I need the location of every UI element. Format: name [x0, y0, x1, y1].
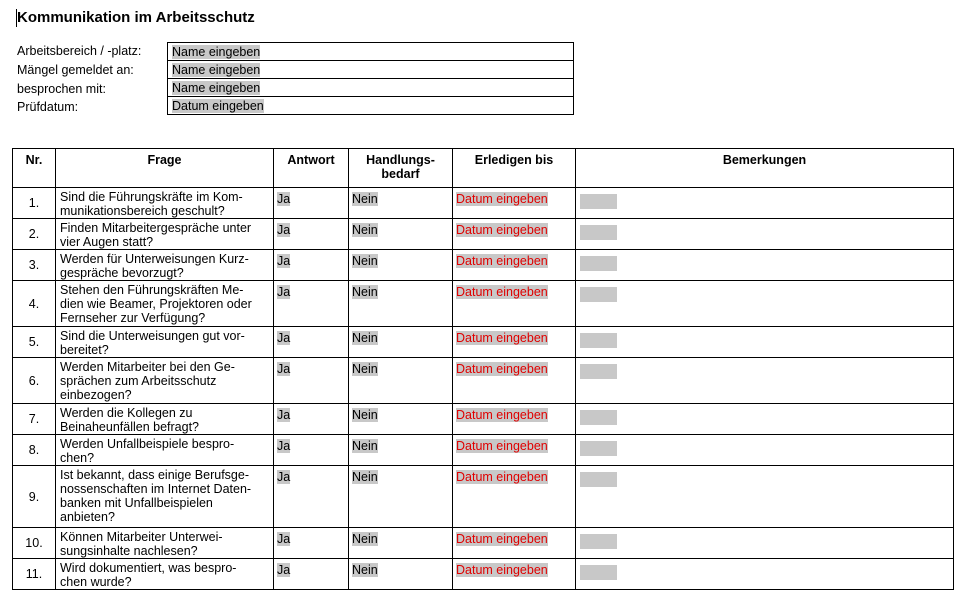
header-row	[13, 149, 954, 188]
due-date-cell[interactable]	[453, 466, 576, 528]
remarks-cell[interactable]	[576, 466, 954, 528]
remarks-cell[interactable]	[576, 435, 954, 466]
answer-field[interactable]: Ja	[277, 532, 291, 546]
question-text: Wird dokumentiert, was bespro- chen wurde?	[56, 559, 274, 590]
action-needed-field[interactable]: Nein	[352, 254, 378, 268]
row-number: 11.	[13, 559, 56, 590]
due-date-cell[interactable]	[453, 358, 576, 404]
due-date-field[interactable]: Datum eingeben	[456, 331, 548, 345]
remarks-cell[interactable]	[576, 404, 954, 435]
action-needed-field[interactable]: Nein	[352, 362, 378, 376]
answer-cell[interactable]	[274, 528, 349, 559]
row-number: 10.	[13, 528, 56, 559]
due-date-cell[interactable]	[453, 404, 576, 435]
action-cell[interactable]	[349, 358, 453, 404]
action-needed-field[interactable]: Nein	[352, 470, 378, 484]
answer-cell[interactable]	[274, 358, 349, 404]
header-erledigen-bis: Erledigen bis	[453, 149, 576, 188]
info-label-pruefdatum: Prüfdatum:	[17, 100, 79, 115]
answer-cell[interactable]	[274, 219, 349, 250]
due-date-field[interactable]: Datum eingeben	[456, 362, 548, 376]
answer-cell[interactable]	[274, 327, 349, 358]
question-text: Werden Unfallbeispiele bespro- chen?	[56, 435, 274, 466]
action-cell[interactable]	[349, 528, 453, 559]
remarks-field[interactable]	[580, 534, 617, 549]
remarks-cell[interactable]	[576, 358, 954, 404]
answer-cell[interactable]	[274, 188, 349, 219]
due-date-cell[interactable]	[453, 559, 576, 590]
page-title: Kommunikation im Arbeitsschutz	[17, 9, 255, 26]
action-cell[interactable]	[349, 281, 453, 327]
info-cell[interactable]	[168, 61, 574, 79]
action-needed-field[interactable]: Nein	[352, 439, 378, 453]
answer-cell[interactable]	[274, 404, 349, 435]
table-row	[13, 466, 954, 528]
remarks-field[interactable]	[580, 256, 617, 271]
header-frage: Frage	[56, 149, 274, 188]
checklist-table	[12, 148, 954, 590]
remarks-field[interactable]	[580, 565, 617, 580]
remarks-field[interactable]	[580, 364, 617, 379]
due-date-field[interactable]: Datum eingeben	[456, 254, 548, 268]
action-cell[interactable]	[349, 559, 453, 590]
remarks-field[interactable]	[580, 225, 617, 240]
arbeitsbereich-field[interactable]: Name eingeben	[172, 44, 261, 59]
action-needed-field[interactable]: Nein	[352, 408, 378, 422]
info-cell[interactable]	[168, 97, 574, 115]
due-date-field[interactable]: Datum eingeben	[456, 470, 548, 484]
due-date-cell[interactable]	[453, 188, 576, 219]
question-text: Sind die Unterweisungen gut vor- bereitet?	[56, 327, 274, 358]
row-number: 4.	[13, 281, 56, 327]
remarks-cell[interactable]	[576, 528, 954, 559]
due-date-field[interactable]: Datum eingeben	[456, 192, 548, 206]
answer-cell[interactable]	[274, 250, 349, 281]
due-date-cell[interactable]	[453, 250, 576, 281]
due-date-field[interactable]: Datum eingeben	[456, 532, 548, 546]
info-cell[interactable]	[168, 79, 574, 97]
table-row	[13, 559, 954, 590]
remarks-cell[interactable]	[576, 327, 954, 358]
due-date-field[interactable]: Datum eingeben	[456, 285, 548, 299]
question-text: Finden Mitarbeitergespräche unter vier Augen statt?	[56, 219, 274, 250]
action-cell[interactable]	[349, 327, 453, 358]
remarks-cell[interactable]	[576, 559, 954, 590]
due-date-field[interactable]: Datum eingeben	[456, 439, 548, 453]
action-cell[interactable]	[349, 466, 453, 528]
remarks-cell[interactable]	[576, 219, 954, 250]
action-cell[interactable]	[349, 219, 453, 250]
info-cell[interactable]	[168, 43, 574, 61]
table-row	[13, 435, 954, 466]
due-date-field[interactable]: Datum eingeben	[456, 563, 548, 577]
action-cell[interactable]	[349, 188, 453, 219]
row-number: 5.	[13, 327, 56, 358]
answer-field[interactable]: Ja	[277, 285, 291, 299]
info-labels	[17, 42, 141, 117]
question-text: Werden Mitarbeiter bei den Ge- sprächen zum Arbeitsschutz einbezogen?	[56, 358, 274, 404]
header-nr: Nr.	[13, 149, 56, 188]
action-cell[interactable]	[349, 435, 453, 466]
due-date-cell[interactable]	[453, 281, 576, 327]
info-table	[167, 42, 574, 115]
action-cell[interactable]	[349, 250, 453, 281]
answer-field[interactable]: Ja	[277, 192, 291, 206]
row-number: 7.	[13, 404, 56, 435]
pruefdatum-field[interactable]: Datum eingeben	[172, 98, 264, 113]
header-handlungsbedarf: Handlungs- bedarf	[349, 149, 453, 188]
answer-cell[interactable]	[274, 559, 349, 590]
question-text: Sind die Führungskräfte im Kom- munikationsbereich geschult?	[56, 188, 274, 219]
row-number: 2.	[13, 219, 56, 250]
answer-field[interactable]: Ja	[277, 254, 291, 268]
question-text: Werden die Kollegen zu Beinaheunfällen befragt?	[56, 404, 274, 435]
maengel-field[interactable]: Name eingeben	[172, 62, 261, 77]
table-row	[13, 327, 954, 358]
action-needed-field[interactable]: Nein	[352, 532, 378, 546]
question-text: Können Mitarbeiter Unterwei- sungsinhalte nachlesen?	[56, 528, 274, 559]
info-label-arbeitsbereich: Arbeitsbereich / -platz:	[17, 44, 142, 58]
action-needed-field[interactable]: Nein	[352, 563, 378, 577]
remarks-cell[interactable]	[576, 281, 954, 327]
row-number: 1.	[13, 188, 56, 219]
answer-field[interactable]: Ja	[277, 470, 291, 484]
table-row	[13, 188, 954, 219]
remarks-field[interactable]	[580, 333, 617, 348]
answer-field[interactable]: Ja	[277, 331, 291, 345]
question-text: Werden für Unterweisungen Kurz- gespräche bevorzugt?	[56, 250, 274, 281]
answer-field[interactable]: Ja	[277, 439, 291, 453]
action-needed-field[interactable]: Nein	[352, 285, 378, 299]
remarks-field[interactable]	[580, 194, 617, 209]
due-date-cell[interactable]	[453, 528, 576, 559]
row-number: 8.	[13, 435, 56, 466]
answer-cell[interactable]	[274, 281, 349, 327]
action-needed-field[interactable]: Nein	[352, 192, 378, 206]
due-date-cell[interactable]	[453, 435, 576, 466]
due-date-cell[interactable]	[453, 219, 576, 250]
table-row	[13, 358, 954, 404]
remarks-field[interactable]	[580, 410, 617, 425]
row-number: 3.	[13, 250, 56, 281]
info-label-maengel: Mängel gemeldet an:	[17, 62, 134, 77]
question-text: Ist bekannt, dass einige Berufsge- nossenschaften im Internet Daten- banken mit Unfallbeispielen anbieten?	[56, 466, 274, 528]
table-row	[13, 528, 954, 559]
due-date-cell[interactable]	[453, 327, 576, 358]
table-row	[13, 250, 954, 281]
answer-field[interactable]: Ja	[277, 362, 291, 376]
row-number: 6.	[13, 358, 56, 404]
answer-field[interactable]: Ja	[277, 223, 291, 237]
table-row	[13, 219, 954, 250]
besprochen-field[interactable]: Name eingeben	[172, 80, 261, 95]
answer-cell[interactable]	[274, 466, 349, 528]
action-needed-field[interactable]: Nein	[352, 223, 378, 237]
remarks-field[interactable]	[580, 441, 617, 456]
answer-field[interactable]: Ja	[277, 408, 291, 422]
remarks-cell[interactable]	[576, 250, 954, 281]
answer-cell[interactable]	[274, 435, 349, 466]
header-bemerkungen: Bemerkungen	[576, 149, 954, 188]
action-needed-field[interactable]: Nein	[352, 331, 378, 345]
remarks-cell[interactable]	[576, 188, 954, 219]
info-label-besprochen: besprochen mit:	[17, 81, 106, 96]
due-date-field[interactable]: Datum eingeben	[456, 223, 548, 237]
table-row	[13, 404, 954, 435]
header-antwort: Antwort	[274, 149, 349, 188]
action-cell[interactable]	[349, 404, 453, 435]
remarks-field[interactable]	[580, 287, 617, 302]
row-number: 9.	[13, 466, 56, 528]
due-date-field[interactable]: Datum eingeben	[456, 408, 548, 422]
answer-field[interactable]: Ja	[277, 563, 291, 577]
question-text: Stehen den Führungskräften Me- dien wie Beamer, Projektoren oder Fernseher zur Verfügung?	[56, 281, 274, 327]
table-row	[13, 281, 954, 327]
remarks-field[interactable]	[580, 472, 617, 487]
